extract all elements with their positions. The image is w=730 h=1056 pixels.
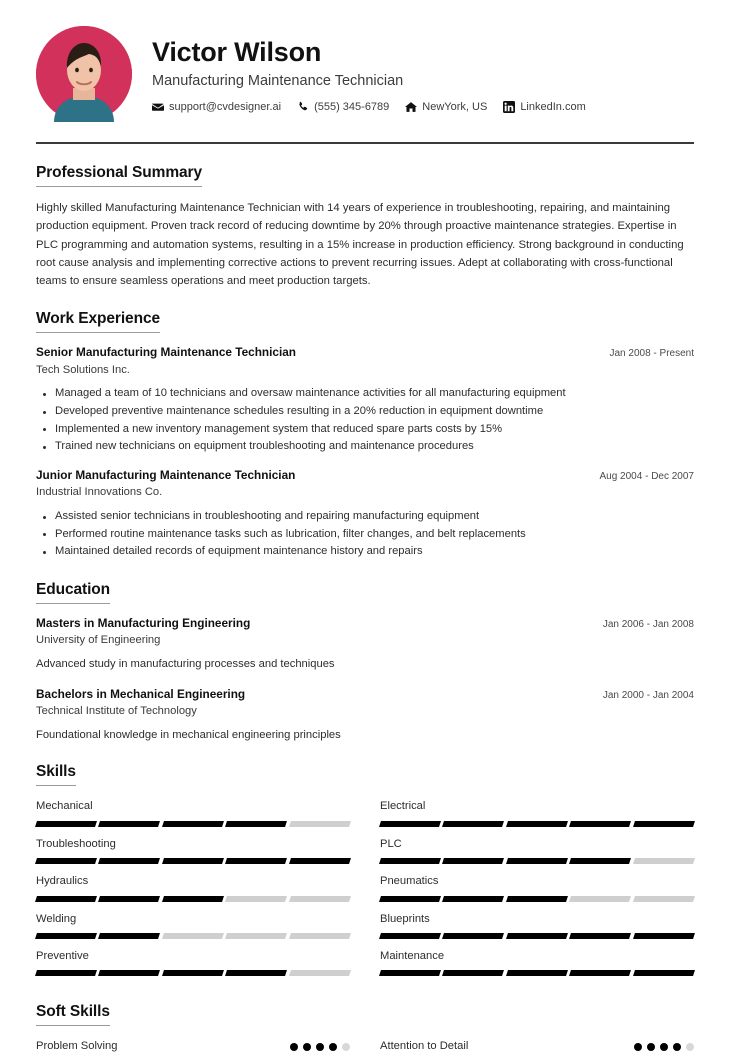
section-professional-summary — [36, 164, 694, 290]
rating-dot — [342, 1043, 350, 1051]
skill-segment — [633, 933, 695, 939]
skill-segment — [225, 933, 287, 939]
skill-segment — [569, 896, 631, 902]
section-heading-skills: Skills — [36, 763, 76, 786]
contact-phone-label: (555) 345-6789 — [314, 101, 390, 114]
soft-skill-item — [380, 1038, 694, 1055]
work-entry — [36, 468, 694, 561]
rating-dot — [673, 1043, 681, 1051]
skill-label: Maintenance — [380, 949, 445, 962]
skill-segment — [569, 970, 631, 976]
skill-item — [36, 871, 350, 908]
education-entry-date: Jan 2000 - Jan 2004 — [602, 689, 694, 701]
skill-segment — [506, 896, 568, 902]
work-entry-org: Industrial Innovations Co. — [36, 486, 163, 499]
skill-segment — [98, 858, 160, 864]
contact-phone[interactable] — [297, 101, 389, 113]
rating-dot — [329, 1043, 337, 1051]
skill-segment — [225, 896, 287, 902]
skill-segment — [379, 896, 441, 902]
soft-skill-rating — [634, 1043, 694, 1051]
skill-segment — [35, 821, 97, 827]
skill-segment — [379, 821, 441, 827]
skill-segment — [633, 970, 695, 976]
skill-segment — [225, 970, 287, 976]
header-divider — [36, 142, 694, 144]
skill-level-bar — [380, 858, 694, 864]
section-work-experience — [36, 310, 694, 561]
skill-segment — [35, 858, 97, 864]
education-entry — [36, 616, 694, 673]
skill-segment — [289, 970, 351, 976]
work-entry-date: Aug 2004 - Dec 2007 — [599, 471, 694, 483]
soft-skill-item — [36, 1038, 350, 1055]
skill-item — [36, 834, 350, 871]
skill-segment — [98, 970, 160, 976]
skill-segment — [162, 858, 224, 864]
education-entry-title: Masters in Manufacturing Engineering — [36, 616, 251, 631]
avatar — [36, 26, 132, 122]
skill-segment — [289, 896, 351, 902]
soft-skill-rating — [290, 1043, 350, 1051]
skill-label: Electrical — [380, 800, 426, 813]
section-heading-soft-skills: Soft Skills — [36, 1003, 110, 1026]
skill-segment — [98, 896, 160, 902]
skill-item — [36, 946, 350, 983]
skill-item — [36, 909, 350, 946]
soft-skill-label: Problem Solving — [36, 1040, 118, 1053]
education-entry-title: Bachelors in Mechanical Engineering — [36, 686, 246, 701]
page-title: Victor Wilson — [152, 36, 322, 67]
skill-segment — [569, 858, 631, 864]
list-item: Implemented a new inventory management system that reduced spare parts costs by 15% — [55, 421, 694, 439]
skill-item — [380, 909, 694, 946]
section-heading-work: Work Experience — [36, 310, 160, 333]
work-entry-date: Jan 2008 - Present — [609, 348, 694, 360]
summary-text: Highly skilled Manufacturing Maintenance Technician with 14 years of experience in troubleshooting, repairing, and maintaining production equipment. Proven track record of reducing downtime by 20% through proactive maintenance strategies. Expertise in PLC programming and automation systems, resulting in a 15% increase in production efficiency. Strong background in conducting root cause analysis and implementing corrective actions to prevent recurring issues. Adept at collaborating with cross-functional teams to ensure seamless operations and meet production targets. — [36, 202, 684, 288]
skill-item — [380, 946, 694, 983]
skill-label: Preventive — [36, 949, 89, 962]
skill-segment — [506, 933, 568, 939]
skill-level-bar — [36, 933, 350, 939]
skill-segment — [98, 821, 160, 827]
skill-segment — [506, 970, 568, 976]
contact-linkedin-label: LinkedIn.com — [520, 101, 586, 114]
phone-icon — [297, 101, 309, 113]
rating-dot — [303, 1043, 311, 1051]
section-education — [36, 581, 694, 743]
skill-segment — [98, 933, 160, 939]
skill-level-bar — [380, 821, 694, 827]
work-entry-bullets — [36, 385, 694, 456]
skill-segment — [506, 821, 568, 827]
skill-segment — [442, 858, 504, 864]
skill-label: Pneumatics — [380, 875, 439, 888]
rating-dot — [660, 1043, 668, 1051]
work-entry-title: Junior Manufacturing Maintenance Technician — [36, 468, 296, 483]
list-item: Assisted senior technicians in troubleshooting and repairing manufacturing equipment — [55, 508, 694, 526]
skill-segment — [289, 821, 351, 827]
education-entry-org: University of Engineering — [36, 634, 161, 647]
skill-segment — [633, 896, 695, 902]
list-item: Trained new technicians on equipment troubleshooting and maintenance procedures — [55, 438, 694, 456]
education-entry-org: Technical Institute of Technology — [36, 704, 197, 717]
education-entry-desc: Foundational knowledge in mechanical engineering principles — [36, 728, 341, 741]
list-item: Performed routine maintenance tasks such as lubrication, filter changes, and belt replacements — [55, 526, 694, 544]
skills-grid — [36, 796, 694, 983]
skill-level-bar — [380, 933, 694, 939]
rating-dot — [686, 1043, 694, 1051]
contact-linkedin[interactable] — [503, 101, 585, 113]
skill-segment — [442, 970, 504, 976]
soft-skills-grid — [36, 1038, 694, 1055]
skill-segment — [162, 821, 224, 827]
envelope-icon — [152, 101, 164, 113]
skill-segment — [379, 858, 441, 864]
contact-row — [152, 101, 694, 113]
contact-location-label: NewYork, US — [422, 101, 488, 114]
linkedin-icon — [503, 101, 515, 113]
contact-email[interactable] — [152, 101, 281, 113]
skill-segment — [289, 858, 351, 864]
section-skills — [36, 763, 694, 983]
skill-label: PLC — [380, 837, 402, 850]
skill-item — [380, 871, 694, 908]
skill-item — [380, 796, 694, 833]
header-text-block — [152, 35, 694, 113]
section-heading-education: Education — [36, 581, 110, 604]
education-entry — [36, 687, 694, 744]
skill-segment — [289, 933, 351, 939]
skill-segment — [225, 858, 287, 864]
skill-segment — [162, 896, 224, 902]
list-item: Managed a team of 10 technicians and oversaw maintenance activities for all manufacturing equipment — [55, 385, 694, 403]
rating-dot — [316, 1043, 324, 1051]
skill-segment — [35, 933, 97, 939]
section-heading-summary: Professional Summary — [36, 164, 202, 187]
skill-segment — [633, 821, 695, 827]
work-entry-bullets — [36, 508, 694, 561]
home-icon — [405, 101, 417, 113]
skill-level-bar — [380, 896, 694, 902]
resume-header — [36, 0, 694, 130]
skill-label: Troubleshooting — [36, 837, 116, 850]
skill-level-bar — [36, 858, 350, 864]
work-entry-title: Senior Manufacturing Maintenance Technician — [36, 345, 297, 360]
skill-segment — [162, 933, 224, 939]
work-entry-org: Tech Solutions Inc. — [36, 363, 130, 376]
skill-level-bar — [36, 896, 350, 902]
skill-label: Blueprints — [380, 912, 430, 925]
skill-label: Hydraulics — [36, 875, 89, 888]
skill-segment — [442, 933, 504, 939]
skill-segment — [633, 858, 695, 864]
skill-segment — [35, 970, 97, 976]
soft-skill-label: Attention to Detail — [380, 1040, 469, 1053]
list-item: Maintained detailed records of equipment maintenance history and repairs — [55, 543, 694, 561]
skill-label: Welding — [36, 912, 77, 925]
skill-segment — [569, 821, 631, 827]
skill-label: Mechanical — [36, 800, 93, 813]
skill-level-bar — [36, 970, 350, 976]
skill-level-bar — [36, 821, 350, 827]
rating-dot — [634, 1043, 642, 1051]
skill-segment — [442, 821, 504, 827]
rating-dot — [647, 1043, 655, 1051]
skill-segment — [35, 896, 97, 902]
skill-segment — [379, 970, 441, 976]
education-entry-desc: Advanced study in manufacturing processes and techniques — [36, 657, 335, 670]
skill-segment — [442, 896, 504, 902]
skill-level-bar — [380, 970, 694, 976]
work-entry — [36, 345, 694, 456]
skill-item — [380, 834, 694, 871]
job-title: Manufacturing Maintenance Technician — [152, 72, 404, 89]
list-item: Developed preventive maintenance schedules resulting in a 20% reduction in equipment downtime — [55, 403, 694, 421]
skill-segment — [225, 821, 287, 827]
contact-email-label: support@cvdesigner.ai — [169, 101, 282, 114]
skill-item — [36, 796, 350, 833]
skill-segment — [162, 970, 224, 976]
skill-segment — [506, 858, 568, 864]
education-entry-date: Jan 2006 - Jan 2008 — [602, 619, 694, 631]
contact-location[interactable] — [405, 101, 487, 113]
section-soft-skills — [36, 1003, 694, 1055]
rating-dot — [290, 1043, 298, 1051]
skill-segment — [379, 933, 441, 939]
skill-segment — [569, 933, 631, 939]
